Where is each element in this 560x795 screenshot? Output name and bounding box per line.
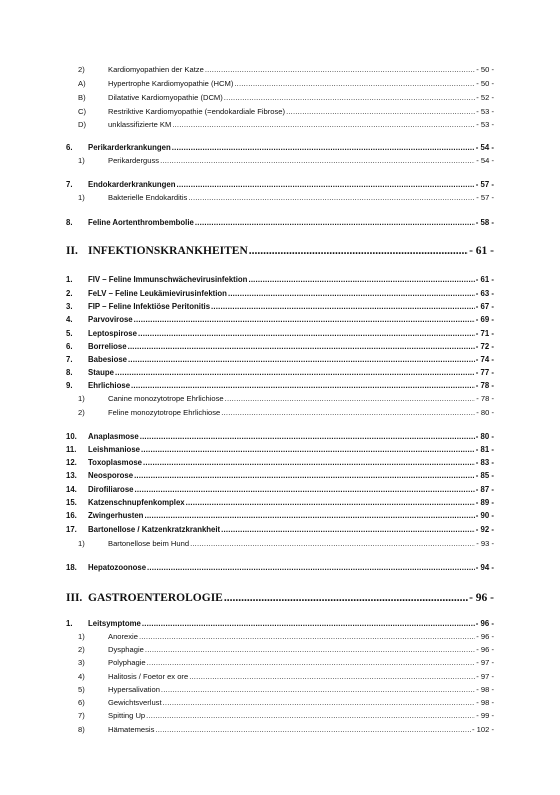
toc-entry-title: Dirofiliarose — [88, 485, 134, 494]
toc-entry-page: - 71 - — [475, 329, 494, 338]
dot-leader — [211, 301, 475, 313]
toc-entry-page: - 69 - — [475, 315, 494, 324]
toc-entry-page: - 78 - — [475, 381, 494, 390]
toc-entry-number: 1. — [66, 619, 73, 628]
toc-entry-title: Restriktive Kardiomyopathie (=endokardiale Fibrose) — [108, 107, 286, 116]
toc-entry-chapter[interactable] — [66, 243, 494, 259]
toc-entry-title: FeLV – Feline Leukämievirusinfektion — [88, 289, 227, 298]
toc-entry-number: 15. — [66, 498, 77, 507]
toc-entry-title: Bartonellose beim Hund — [108, 539, 190, 548]
toc-entry-number: C) — [78, 107, 87, 116]
dot-leader — [161, 684, 475, 696]
toc-entry-number: 18. — [66, 563, 77, 572]
toc-entry-sub[interactable] — [66, 78, 494, 90]
toc-entry-number: 12. — [66, 458, 77, 467]
toc-entry-sub[interactable] — [66, 684, 494, 696]
toc-entry-title: Feline Aortenthrombembolie — [88, 218, 194, 227]
toc-entry-title: Leptospirose — [88, 329, 137, 338]
toc-entry-title: Toxoplasmose — [88, 458, 143, 467]
toc-entry-sub[interactable] — [66, 106, 494, 118]
toc-entry-title: unklassifizierte KM — [108, 120, 172, 129]
toc-entry-title: Leishmaniose — [88, 445, 140, 454]
toc-entry-sub[interactable] — [66, 119, 494, 131]
toc-entry-title: Polyphagie — [108, 658, 146, 667]
dot-leader — [248, 274, 474, 286]
toc-entry-title: Hepatozoonose — [88, 563, 147, 572]
toc-entry-sub[interactable] — [66, 657, 494, 669]
toc-entry-number: A) — [78, 79, 86, 88]
toc-entry-main[interactable] — [66, 457, 494, 469]
toc-entry-page: - 52 - — [476, 93, 494, 102]
toc-entry-title: Dysphagie — [108, 645, 144, 654]
toc-entry-main[interactable] — [66, 444, 494, 456]
toc-entry-title: Babesiose — [88, 355, 128, 364]
toc-entry-sub[interactable] — [66, 644, 494, 656]
toc-entry-main[interactable] — [66, 288, 494, 300]
toc-entry-title: Bartonellose / Katzenkratzkrankheit — [88, 525, 221, 534]
toc-entry-sub[interactable] — [66, 155, 494, 167]
toc-entry-sub[interactable] — [66, 710, 494, 722]
toc-entry-title: Perikarderguss — [108, 156, 160, 165]
toc-entry-title: Anaplasmose — [88, 432, 139, 441]
toc-entry-page: - 80 - — [476, 408, 494, 417]
dot-leader — [228, 288, 475, 300]
toc-entry-number: B) — [78, 93, 86, 102]
toc-entry-number: 5) — [78, 685, 85, 694]
toc-entry-page: - 78 - — [476, 394, 494, 403]
toc-entry-page: - 94 - — [475, 563, 494, 572]
toc-entry-number: 14. — [66, 485, 77, 494]
toc-entry-main[interactable] — [66, 314, 494, 326]
toc-entry-page: - 98 - — [476, 698, 494, 707]
toc-entry-number: 8. — [66, 218, 73, 227]
toc-entry-number: 6) — [78, 698, 85, 707]
toc-entry-main[interactable] — [66, 562, 494, 574]
dot-leader — [135, 484, 475, 496]
toc-entry-page: - 99 - — [476, 711, 494, 720]
dot-leader — [249, 243, 468, 259]
dot-leader — [177, 179, 475, 191]
toc-entry-title: Staupe — [88, 368, 114, 377]
toc-entry-page: - 53 - — [476, 107, 494, 116]
toc-entry-page: - 97 - — [476, 658, 494, 667]
toc-entry-number: 1. — [66, 275, 73, 284]
toc-entry-main[interactable] — [66, 328, 494, 340]
dot-leader — [141, 444, 475, 456]
toc-entry-number: 8) — [78, 725, 85, 734]
dot-leader — [172, 119, 475, 131]
dot-leader — [147, 562, 475, 574]
toc-entry-number: 6. — [66, 143, 73, 152]
toc-entry-sub[interactable] — [66, 393, 494, 405]
toc-entry-number: 7. — [66, 355, 73, 364]
toc-entry-title: Endokarderkrankungen — [88, 180, 176, 189]
dot-leader — [188, 192, 475, 204]
toc-entry-number: 7) — [78, 711, 85, 720]
toc-entry-page: - 93 - — [476, 539, 494, 548]
dot-leader — [138, 328, 475, 340]
toc-entry-title: Hämatemesis — [108, 725, 155, 734]
toc-entry-page: - 74 - — [475, 355, 494, 364]
dot-leader — [189, 671, 475, 683]
toc-entry-title: Zwingerhusten — [88, 511, 144, 520]
toc-entry-number: 4) — [78, 672, 85, 681]
toc-entry-main[interactable] — [66, 354, 494, 366]
toc-entry-page: - 63 - — [475, 289, 494, 298]
dot-leader — [139, 631, 475, 643]
toc-entry-number: 6. — [66, 342, 73, 351]
toc-entry-page: - 57 - — [476, 193, 494, 202]
toc-entry-page: - 97 - — [476, 672, 494, 681]
toc-entry-title: Leitsymptome — [88, 619, 141, 628]
toc-entry-title: Feline monozytotrope Ehrlichiose — [108, 408, 221, 417]
toc-entry-sub[interactable] — [66, 64, 494, 76]
dot-leader — [225, 393, 476, 405]
dot-leader — [163, 697, 476, 709]
toc-entry-main[interactable] — [66, 484, 494, 496]
dot-leader — [134, 470, 475, 482]
toc-entry-sub[interactable] — [66, 407, 494, 419]
toc-entry-main[interactable] — [66, 510, 494, 522]
toc-entry-title: Perikarderkrankungen — [88, 143, 171, 152]
toc-entry-title: Bakterielle Endokarditis — [108, 193, 188, 202]
toc-entry-sub[interactable] — [66, 724, 494, 736]
toc-entry-page: - 90 - — [475, 511, 494, 520]
toc-entry-main[interactable] — [66, 301, 494, 313]
toc-entry-number: 3) — [78, 658, 85, 667]
toc-entry-page: - 61 - — [469, 245, 494, 257]
toc-entry-number: 16. — [66, 511, 77, 520]
toc-entry-number: D) — [78, 120, 87, 129]
toc-entry-number: 5. — [66, 329, 73, 338]
toc-entry-main[interactable] — [66, 142, 494, 154]
toc-entry-page: - 50 - — [476, 79, 494, 88]
dot-leader — [144, 510, 474, 522]
toc-entry-main[interactable] — [66, 618, 494, 630]
toc-entry-page: - 85 - — [475, 471, 494, 480]
toc-entry-page: - 50 - — [476, 65, 494, 74]
toc-entry-number: 1) — [78, 394, 85, 403]
toc-entry-number: 3. — [66, 302, 73, 311]
toc-entry-number: 7. — [66, 180, 73, 189]
toc-entry-number: 11. — [66, 445, 77, 454]
toc-entry-title: Halitosis / Foetor ex ore — [108, 672, 189, 681]
toc-entry-page: - 57 - — [475, 180, 494, 189]
toc-entry-sub[interactable] — [66, 671, 494, 683]
toc-entry-page: - 81 - — [475, 445, 494, 454]
toc-entry-main[interactable] — [66, 274, 494, 286]
dot-leader — [190, 538, 475, 550]
dot-leader — [115, 367, 475, 379]
toc-entry-number: 1) — [78, 156, 85, 165]
toc-entry-number: 2) — [78, 408, 85, 417]
toc-entry-number: 13. — [66, 471, 77, 480]
dot-leader — [142, 618, 475, 630]
toc-entry-title: Gewichtsverlust — [108, 698, 162, 707]
dot-leader — [286, 106, 475, 118]
toc-entry-title: Canine monozytotrope Ehrlichiose — [108, 394, 224, 403]
dot-leader — [128, 341, 475, 353]
dot-leader — [128, 354, 475, 366]
toc-entry-main[interactable] — [66, 341, 494, 353]
dot-leader — [145, 644, 475, 656]
toc-entry-main[interactable] — [66, 179, 494, 191]
toc-entry-page: - 102 - — [472, 725, 494, 734]
dot-leader — [224, 590, 468, 606]
toc-entry-page: - 58 - — [475, 218, 494, 227]
toc-entry-page: - 92 - — [475, 525, 494, 534]
toc-entry-title: GASTROENTEROLOGIE — [88, 592, 223, 604]
dot-leader — [234, 78, 475, 90]
toc-entry-page: - 54 - — [475, 143, 494, 152]
toc-entry-page: - 96 - — [475, 619, 494, 628]
toc-entry-page: - 67 - — [475, 302, 494, 311]
toc-entry-page: - 98 - — [476, 685, 494, 694]
toc-entry-title: FIV – Feline Immunschwächevirusinfektion — [88, 275, 248, 284]
toc-entry-page: - 83 - — [475, 458, 494, 467]
dot-leader — [160, 155, 475, 167]
toc-entry-main[interactable] — [66, 431, 494, 443]
toc-entry-title: Kardiomyopathien der Katze — [108, 65, 204, 74]
toc-entry-number: 8. — [66, 368, 73, 377]
dot-leader — [172, 142, 475, 154]
toc-entry-page: - 54 - — [476, 156, 494, 165]
dot-leader — [146, 710, 475, 722]
toc-entry-title: Parvovirose — [88, 315, 133, 324]
toc-entry-number: 1) — [78, 539, 85, 548]
toc-entry-page: - 87 - — [475, 485, 494, 494]
dot-leader — [134, 314, 475, 326]
toc-entry-number: II. — [66, 245, 78, 257]
toc-entry-page: - 96 - — [469, 592, 494, 604]
dot-leader — [224, 92, 475, 104]
toc-entry-number: 4. — [66, 315, 73, 324]
dot-leader — [195, 217, 475, 229]
toc-entry-number: 2) — [78, 645, 85, 654]
dot-leader — [155, 724, 471, 736]
toc-entry-title: Hypersalivation — [108, 685, 160, 694]
dot-leader — [131, 380, 475, 392]
dot-leader — [186, 497, 475, 509]
toc-entry-number: III. — [66, 592, 83, 604]
toc-entry-main[interactable] — [66, 497, 494, 509]
toc-entry-chapter[interactable] — [66, 590, 494, 606]
toc-entry-sub[interactable] — [66, 631, 494, 643]
toc-entry-number: 2) — [78, 65, 85, 74]
dot-leader — [221, 407, 475, 419]
dot-leader — [140, 431, 475, 443]
toc-entry-main[interactable] — [66, 470, 494, 482]
toc-entry-title: Hypertrophe Kardiomyopathie (HCM) — [108, 79, 234, 88]
toc-entry-page: - 77 - — [475, 368, 494, 377]
toc-entry-main[interactable] — [66, 367, 494, 379]
toc-entry-title: INFEKTIONSKRANKHEITEN — [88, 245, 248, 257]
toc-entry-sub[interactable] — [66, 192, 494, 204]
toc-entry-page: - 89 - — [475, 498, 494, 507]
toc-entry-title: Borreliose — [88, 342, 127, 351]
toc-entry-main[interactable] — [66, 524, 494, 536]
dot-leader — [221, 524, 475, 536]
toc-entry-main[interactable] — [66, 380, 494, 392]
toc-entry-title: Anorexie — [108, 632, 138, 641]
toc-entry-title: FIP – Feline Infektiöse Peritonitis — [88, 302, 211, 311]
toc-entry-main[interactable] — [66, 217, 494, 229]
toc-entry-title: Katzenschnupfenkomplex — [88, 498, 185, 507]
toc-entry-number: 2. — [66, 289, 73, 298]
toc-entry-sub[interactable] — [66, 538, 494, 550]
dot-leader — [205, 64, 475, 76]
toc-entry-sub[interactable] — [66, 92, 494, 104]
toc-entry-page: - 61 - — [475, 275, 494, 284]
toc-entry-page: - 96 - — [476, 632, 494, 641]
dot-leader — [143, 457, 475, 469]
toc-entry-page: - 80 - — [475, 432, 494, 441]
toc-entry-title: Neosporose — [88, 471, 134, 480]
toc-entry-sub[interactable] — [66, 697, 494, 709]
toc-entry-title: Spitting Up — [108, 711, 146, 720]
toc-entry-title: Ehrlichiose — [88, 381, 131, 390]
dot-leader — [147, 657, 476, 669]
toc-entry-number: 10. — [66, 432, 77, 441]
toc-entry-page: - 96 - — [476, 645, 494, 654]
toc-entry-title: Dilatative Kardiomyopathie (DCM) — [108, 93, 223, 102]
toc-entry-page: - 53 - — [476, 120, 494, 129]
toc-entry-number: 17. — [66, 525, 77, 534]
toc-entry-number: 1) — [78, 193, 85, 202]
toc-entry-number: 9. — [66, 381, 73, 390]
toc-entry-number: 1) — [78, 632, 85, 641]
toc-entry-page: - 72 - — [475, 342, 494, 351]
